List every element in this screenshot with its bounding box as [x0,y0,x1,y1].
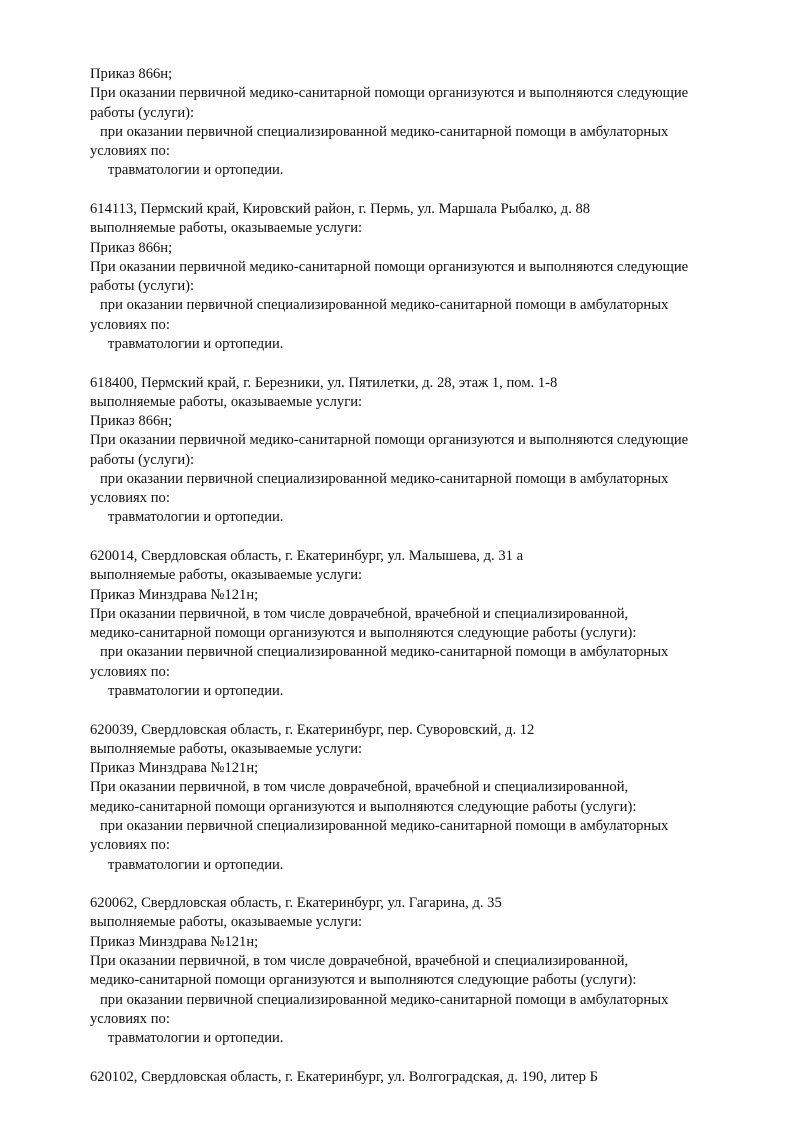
block-spacer [90,181,688,200]
intro-text: работы (услуги): [90,278,195,295]
address-block [90,65,688,181]
block-spacer [90,354,688,373]
specialty-item: травматологии и ортопедии. [108,509,284,526]
block-spacer [90,528,688,547]
specialty-item: травматологии и ортопедии. [108,162,284,179]
subsection-continuation: условиях по: [90,490,170,507]
intro-text: При оказании первичной, в том числе доврачебной, врачебной и специализированной, [90,605,629,622]
intro-text: работы (услуги): [90,451,195,468]
address-line: 614113, Пермский край, Кировский район, г. Пермь, ул. Маршала Рыбалко, д. 88 [90,200,591,217]
address-line: 620062, Свердловская область, г. Екатеринбург, ул. Гагарина, д. 35 [90,895,502,912]
subsection-continuation: условиях по: [90,663,170,680]
order-reference: Приказ 866н; [90,239,173,256]
subsection-text: при оказании первичной специализированной медико-санитарной помощи в амбулаторных [100,123,669,140]
intro-text: медико-санитарной помощи организуются и выполняются следующие работы (услуги): [90,972,637,989]
address-block [90,547,688,701]
works-label: выполняемые работы, оказываемые услуги: [90,914,363,931]
subsection-text: при оказании первичной специализированной медико-санитарной помощи в амбулаторных [100,470,669,487]
intro-text: медико-санитарной помощи организуются и выполняются следующие работы (услуги): [90,625,637,642]
block-spacer [90,1048,688,1067]
address-line: 620014, Свердловская область, г. Екатеринбург, ул. Малышева, д. 31 а [90,548,524,565]
intro-text: При оказании первичной, в том числе доврачебной, врачебной и специализированной, [90,779,629,796]
order-reference: Приказ Минздрава №121н; [90,933,259,950]
order-reference: Приказ Минздрава №121н; [90,760,259,777]
specialty-item: травматологии и ортопедии. [108,683,284,699]
works-label: выполняемые работы, оказываемые услуги: [90,393,363,410]
subsection-continuation: условиях по: [90,316,170,333]
intro-text: медико-санитарной помощи организуются и выполняются следующие работы (услуги): [90,798,637,815]
works-label: выполняемые работы, оказываемые услуги: [90,740,363,757]
order-reference: Приказ Минздрава №121н; [90,586,259,603]
block-spacer [90,875,688,894]
address-block [90,200,688,354]
subsection-text: при оказании первичной специализированной медико-санитарной помощи в амбулаторных [100,817,669,834]
subsection-continuation: условиях по: [90,143,170,160]
document-page [90,65,688,1087]
block-spacer [90,701,688,720]
address-line: 618400, Пермский край, г. Березники, ул. Пятилетки, д. 28, этаж 1, пом. 1-8 [90,374,558,391]
intro-text: При оказании первичной медико-санитарной помощи организуются и выполняются следующие [90,85,689,102]
address-line: 620102, Свердловская область, г. Екатеринбург, ул. Волгоградская, д. 190, литер Б [90,1068,598,1085]
specialty-item: травматологии и ортопедии. [108,335,284,352]
address-line: 620039, Свердловская область, г. Екатеринбург, пер. Суворовский, д. 12 [90,721,535,738]
subsection-text: при оказании первичной специализированной медико-санитарной помощи в амбулаторных [100,991,669,1008]
subsection-continuation: условиях по: [90,837,170,854]
works-label: выполняемые работы, оказываемые услуги: [90,567,363,584]
specialty-item: травматологии и ортопедии. [108,1030,284,1047]
address-block [90,1068,688,1087]
intro-text: При оказании первичной медико-санитарной помощи организуются и выполняются следующие [90,258,689,275]
address-block [90,374,688,528]
order-reference: Приказ 866н; [90,66,173,82]
address-block [90,894,688,1048]
subsection-text: при оказании первичной специализированной медико-санитарной помощи в амбулаторных [100,297,669,314]
intro-text: При оказании первичной медико-санитарной помощи организуются и выполняются следующие [90,432,689,449]
subsection-continuation: условиях по: [90,1010,170,1027]
intro-text: работы (услуги): [90,104,195,121]
intro-text: При оказании первичной, в том числе доврачебной, врачебной и специализированной, [90,952,629,969]
specialty-item: травматологии и ортопедии. [108,856,284,873]
order-reference: Приказ 866н; [90,413,173,430]
address-block [90,721,688,875]
subsection-text: при оказании первичной специализированной медико-санитарной помощи в амбулаторных [100,644,669,661]
works-label: выполняемые работы, оказываемые услуги: [90,220,363,237]
